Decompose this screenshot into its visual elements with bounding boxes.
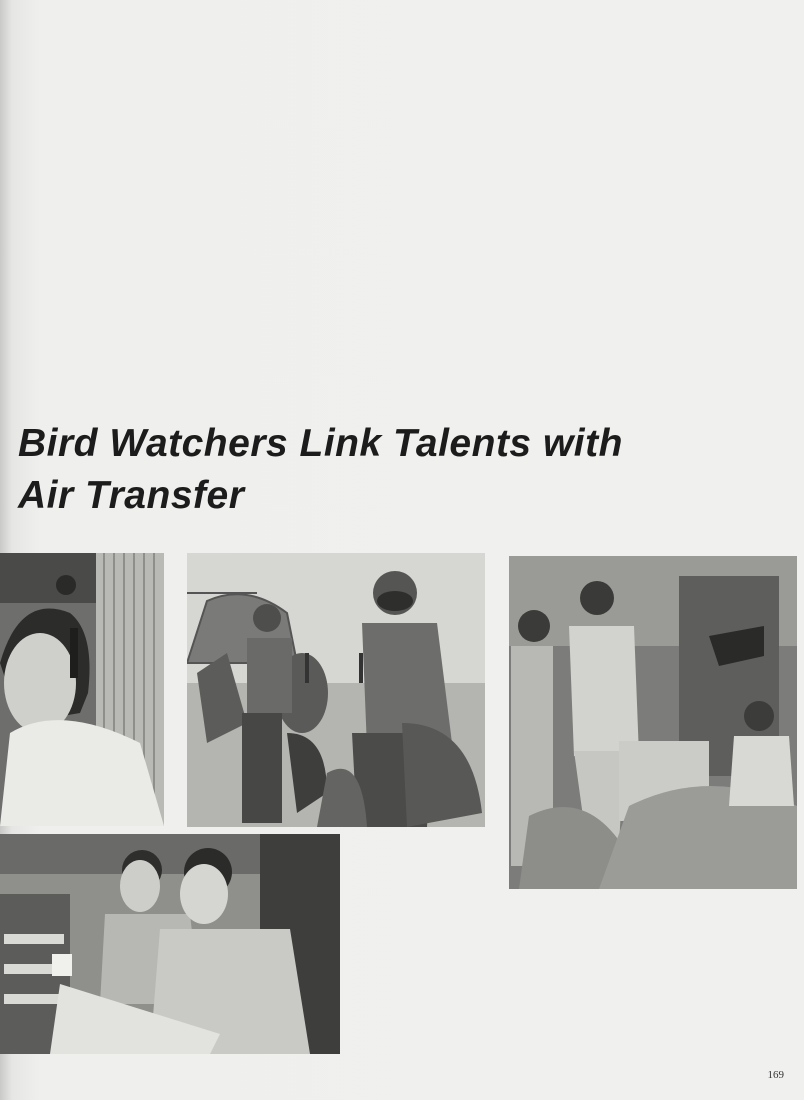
title-line-2: Air Transfer <box>18 474 245 517</box>
photo-radio-operator <box>0 553 164 826</box>
page-title <box>18 418 738 522</box>
page-number: 169 <box>767 1069 784 1081</box>
title-line-1: Bird Watchers Link Talents with <box>18 422 623 465</box>
photo-mail-room <box>509 556 797 889</box>
photo-communications-office <box>0 834 340 1054</box>
photo-flight-deck-mail <box>187 553 485 827</box>
